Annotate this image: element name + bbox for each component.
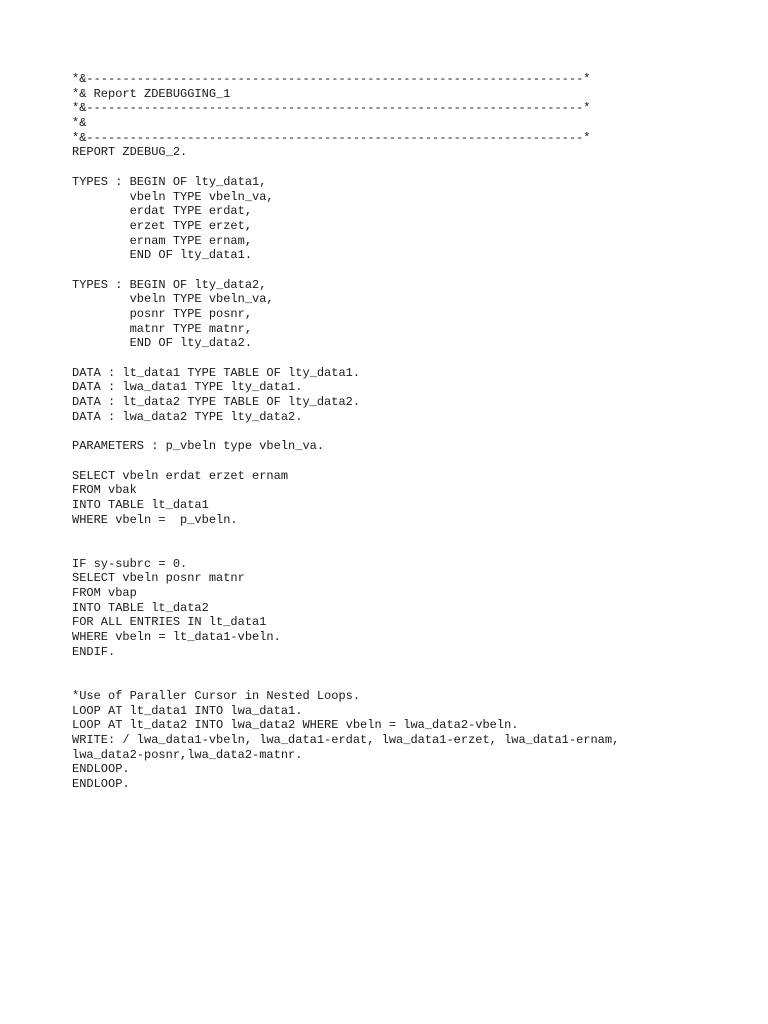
code-line: SELECT vbeln erdat erzet ernam bbox=[72, 468, 289, 483]
code-line: DATA : lwa_data1 TYPE lty_data1. bbox=[72, 380, 303, 395]
code-line: WRITE: / lwa_data1-vbeln, lwa_data1-erdat, lwa_data1-erzet, lwa_data1-ernam, bbox=[72, 732, 620, 747]
code-line: FOR ALL ENTRIES IN lt_data1 bbox=[72, 615, 267, 630]
code-line: PARAMETERS : p_vbeln type vbeln_va. bbox=[72, 439, 325, 454]
abap-source-code bbox=[72, 72, 762, 792]
code-line: vbeln TYPE vbeln_va, bbox=[72, 189, 274, 204]
code-line bbox=[72, 425, 762, 440]
code-line: END OF lty_data2. bbox=[72, 336, 253, 351]
code-line bbox=[72, 454, 762, 469]
code-line: posnr TYPE posnr, bbox=[72, 307, 253, 321]
code-line: *&---------------------------------------------------------------------* bbox=[72, 130, 591, 145]
code-line: ENDIF. bbox=[72, 644, 116, 659]
code-line bbox=[72, 674, 762, 689]
code-line: INTO TABLE lt_data1 bbox=[72, 497, 209, 512]
code-line bbox=[72, 527, 762, 542]
code-line: TYPES : BEGIN OF lty_data1, bbox=[72, 174, 267, 189]
code-line bbox=[72, 263, 762, 278]
code-line bbox=[72, 351, 762, 366]
code-line: INTO TABLE lt_data2 bbox=[72, 600, 209, 615]
code-line: FROM vbap bbox=[72, 586, 137, 601]
code-line: *& Report ZDEBUGGING_1 bbox=[72, 86, 231, 101]
code-line: ENDLOOP. bbox=[72, 777, 130, 791]
code-line: matnr TYPE matnr, bbox=[72, 321, 253, 336]
code-line: LOOP AT lt_data2 INTO lwa_data2 WHERE vbeln = lwa_data2-vbeln. bbox=[72, 718, 519, 733]
code-line: LOOP AT lt_data1 INTO lwa_data1. bbox=[72, 703, 303, 718]
code-line: erdat TYPE erdat, bbox=[72, 204, 253, 219]
code-line: DATA : lt_data1 TYPE TABLE OF lty_data1. bbox=[72, 365, 361, 380]
code-line: TYPES : BEGIN OF lty_data2, bbox=[72, 277, 267, 292]
code-line: ernam TYPE ernam, bbox=[72, 233, 253, 248]
code-line: *&---------------------------------------------------------------------* bbox=[72, 101, 591, 116]
code-line: DATA : lt_data2 TYPE TABLE OF lty_data2. bbox=[72, 395, 361, 410]
code-line: *& bbox=[72, 116, 87, 131]
code-line: FROM vbak bbox=[72, 483, 137, 498]
code-line: SELECT vbeln posnr matnr bbox=[72, 571, 245, 586]
code-line: vbeln TYPE vbeln_va, bbox=[72, 292, 274, 307]
code-line: *&---------------------------------------------------------------------* bbox=[72, 72, 591, 86]
code-line: IF sy-subrc = 0. bbox=[72, 556, 188, 571]
code-line: erzet TYPE erzet, bbox=[72, 218, 253, 233]
code-line bbox=[72, 160, 762, 175]
code-line: *Use of Paraller Cursor in Nested Loops. bbox=[72, 688, 361, 703]
code-line bbox=[72, 542, 762, 557]
code-line bbox=[72, 660, 762, 675]
code-line: lwa_data2-posnr,lwa_data2-matnr. bbox=[72, 747, 303, 762]
code-line: WHERE vbeln = p_vbeln. bbox=[72, 512, 238, 527]
code-line: ENDLOOP. bbox=[72, 762, 130, 777]
code-line: DATA : lwa_data2 TYPE lty_data2. bbox=[72, 409, 303, 424]
code-line: REPORT ZDEBUG_2. bbox=[72, 145, 188, 160]
code-line: WHERE vbeln = lt_data1-vbeln. bbox=[72, 630, 281, 645]
code-line: END OF lty_data1. bbox=[72, 248, 253, 263]
